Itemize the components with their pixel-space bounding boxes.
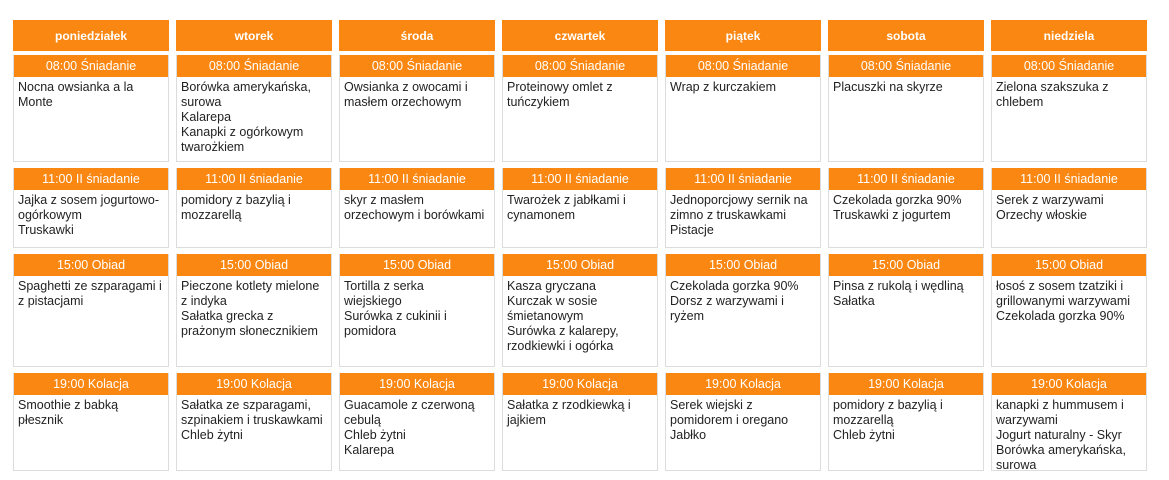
day-column <box>13 20 169 471</box>
dish-line: Sałatka grecka z <box>181 309 274 323</box>
dish-line: twarożkiem <box>181 140 245 154</box>
meal-plan-grid <box>13 20 1147 471</box>
dish-line: grillowanymi warzywami <box>996 294 1131 308</box>
dish-line: szpinakiem i truskawkami <box>181 413 323 427</box>
meal-content <box>829 190 983 247</box>
meal-content <box>503 190 657 247</box>
dish-line: Borówka amerykańska, <box>996 443 1126 457</box>
dish-line: pomidorem i oregano <box>670 413 789 427</box>
meal-block-second-breakfast <box>13 168 169 248</box>
dish-line: Chleb żytni <box>344 428 406 442</box>
meal-time-label: 08:00 Śniadanie <box>503 55 657 77</box>
dish-line: orzechowym i borówkami <box>344 208 485 222</box>
dish-line: Sałatka z rzodkiewką i <box>507 398 631 412</box>
dish-line: prażonym słonecznikiem <box>181 324 318 338</box>
meal-time-label: 11:00 II śniadanie <box>992 168 1146 190</box>
dish-line: Jednoporcjowy sernik na <box>670 193 808 207</box>
dish-line: rzodkiewki i ogórka <box>507 339 614 353</box>
meal-time-label: 19:00 Kolacja <box>829 373 983 395</box>
meal-content <box>829 77 983 161</box>
meal-block-breakfast <box>828 55 984 162</box>
meal-content <box>666 395 820 470</box>
dish-line: ogórkowym <box>18 208 82 222</box>
meal-block-breakfast <box>502 55 658 162</box>
dish-line: Kasza gryczana <box>507 279 596 293</box>
dish-line: Proteinowy omlet z <box>507 80 613 94</box>
meal-block-lunch <box>176 254 332 367</box>
meal-content <box>829 276 983 366</box>
dish-line: Pistacje <box>670 223 714 237</box>
meal-block-second-breakfast <box>502 168 658 248</box>
dish-line: pomidory z bazylią i <box>833 398 943 412</box>
meal-block-dinner <box>13 373 169 471</box>
dish-line: ryżem <box>670 309 705 323</box>
dish-line: cynamonem <box>507 208 576 222</box>
dish-line: Nocna owsianka a la <box>18 80 134 94</box>
meal-content <box>992 190 1146 247</box>
dish-line: Placuszki na skyrze <box>833 80 943 94</box>
dish-line: pomidory z bazylią i <box>181 193 291 207</box>
meal-block-dinner <box>339 373 495 471</box>
dish-line: pomidora <box>344 324 397 338</box>
day-column <box>665 20 821 471</box>
dish-line: Serek z warzywami <box>996 193 1104 207</box>
meal-block-breakfast <box>991 55 1147 162</box>
day-header: czwartek <box>502 20 658 51</box>
dish-line: Sałatka <box>833 294 875 308</box>
meal-content <box>14 395 168 470</box>
meal-content <box>177 77 331 161</box>
meal-content <box>14 276 168 366</box>
dish-line: Tortilla z serka <box>344 279 424 293</box>
meal-content <box>340 190 494 247</box>
dish-line: mozzarellą <box>181 208 242 222</box>
dish-line: z indyka <box>181 294 227 308</box>
meal-time-label: 19:00 Kolacja <box>503 373 657 395</box>
meal-content <box>992 77 1146 161</box>
dish-line: kanapki z hummusem i <box>996 398 1124 412</box>
day-header: niedziela <box>991 20 1147 51</box>
meal-block-lunch <box>13 254 169 367</box>
meal-content <box>992 276 1146 366</box>
dish-line: masłem orzechowym <box>344 95 462 109</box>
meal-content <box>829 395 983 470</box>
meal-block-second-breakfast <box>665 168 821 248</box>
day-column <box>991 20 1147 471</box>
meal-time-label: 19:00 Kolacja <box>14 373 168 395</box>
day-column <box>502 20 658 471</box>
meal-time-label: 11:00 II śniadanie <box>829 168 983 190</box>
meal-time-label: 08:00 Śniadanie <box>14 55 168 77</box>
meal-time-label: 15:00 Obiad <box>177 254 331 276</box>
dish-line: Czekolada gorzka 90% <box>996 309 1125 323</box>
dish-line: Surówka z kalarepy, <box>507 324 619 338</box>
meal-time-label: 11:00 II śniadanie <box>14 168 168 190</box>
dish-line: Owsianka z owocami i <box>344 80 468 94</box>
dish-line: Jogurt naturalny - Skyr <box>996 428 1122 442</box>
day-header: wtorek <box>176 20 332 51</box>
dish-line: Guacamole z czerwoną <box>344 398 475 412</box>
dish-line: Kalarepa <box>344 443 395 457</box>
meal-block-dinner <box>502 373 658 471</box>
meal-content <box>503 77 657 161</box>
dish-line: Wrap z kurczakiem <box>670 80 777 94</box>
dish-line: Spaghetti ze szparagami i <box>18 279 162 293</box>
meal-content <box>666 77 820 161</box>
dish-line: Jabłko <box>670 428 707 442</box>
dish-line: śmietanowym <box>507 309 584 323</box>
day-header: środa <box>339 20 495 51</box>
meal-block-breakfast <box>665 55 821 162</box>
dish-line: Kurczak w sosie <box>507 294 598 308</box>
meal-content <box>503 276 657 366</box>
dish-line: tuńczykiem <box>507 95 570 109</box>
meal-content <box>340 395 494 470</box>
meal-block-breakfast <box>176 55 332 162</box>
meal-content <box>177 190 331 247</box>
meal-block-second-breakfast <box>339 168 495 248</box>
dish-line: Pieczone kotlety mielone <box>181 279 320 293</box>
meal-time-label: 08:00 Śniadanie <box>829 55 983 77</box>
dish-line: jajkiem <box>507 413 546 427</box>
dish-line: Jajka z sosem jogurtowo- <box>18 193 160 207</box>
meal-content <box>14 77 168 161</box>
meal-content <box>177 276 331 366</box>
meal-time-label: 15:00 Obiad <box>829 254 983 276</box>
meal-block-lunch <box>665 254 821 367</box>
dish-line: Truskawki z jogurtem <box>833 208 951 222</box>
dish-line: wiejskiego <box>344 294 402 308</box>
dish-line: Sałatka ze szparagami, <box>181 398 311 412</box>
dish-line: surowa <box>181 95 222 109</box>
dish-line: Orzechy włoskie <box>996 208 1087 222</box>
meal-time-label: 11:00 II śniadanie <box>177 168 331 190</box>
dish-line: warzywami <box>996 413 1058 427</box>
day-header: poniedziałek <box>13 20 169 51</box>
meal-content <box>503 395 657 470</box>
meal-time-label: 08:00 Śniadanie <box>177 55 331 77</box>
meal-block-dinner <box>991 373 1147 471</box>
meal-time-label: 15:00 Obiad <box>503 254 657 276</box>
meal-time-label: 15:00 Obiad <box>992 254 1146 276</box>
meal-block-second-breakfast <box>828 168 984 248</box>
meal-block-lunch <box>828 254 984 367</box>
meal-time-label: 11:00 II śniadanie <box>503 168 657 190</box>
meal-time-label: 19:00 Kolacja <box>340 373 494 395</box>
dish-line: Truskawki <box>18 223 74 237</box>
meal-content <box>14 190 168 247</box>
dish-line: Chleb żytni <box>833 428 895 442</box>
meal-time-label: 19:00 Kolacja <box>992 373 1146 395</box>
meal-block-lunch <box>339 254 495 367</box>
meal-block-breakfast <box>339 55 495 162</box>
dish-line: surowa <box>996 458 1037 472</box>
meal-time-label: 15:00 Obiad <box>340 254 494 276</box>
dish-line: Kanapki z ogórkowym <box>181 125 304 139</box>
dish-line: łosoś z sosem tzatziki i <box>996 279 1124 293</box>
dish-line: cebulą <box>344 413 381 427</box>
dish-line: Kalarepa <box>181 110 232 124</box>
meal-time-label: 19:00 Kolacja <box>666 373 820 395</box>
dish-line: Czekolada gorzka 90% <box>833 193 962 207</box>
meal-block-dinner <box>665 373 821 471</box>
meal-content <box>340 276 494 366</box>
day-header: piątek <box>665 20 821 51</box>
meal-time-label: 15:00 Obiad <box>14 254 168 276</box>
meal-content <box>177 395 331 470</box>
dish-line: Dorsz z warzywami i <box>670 294 784 308</box>
dish-line: zimno z truskawkami <box>670 208 786 222</box>
meal-time-label: 11:00 II śniadanie <box>340 168 494 190</box>
dish-line: Serek wiejski z <box>670 398 753 412</box>
meal-time-label: 08:00 Śniadanie <box>992 55 1146 77</box>
dish-line: Twarożek z jabłkami i <box>507 193 626 207</box>
dish-line: z pistacjami <box>18 294 84 308</box>
dish-line: chlebem <box>996 95 1044 109</box>
meal-block-breakfast <box>13 55 169 162</box>
meal-time-label: 19:00 Kolacja <box>177 373 331 395</box>
meal-block-lunch <box>991 254 1147 367</box>
dish-line: Pinsa z rukolą i wędliną <box>833 279 964 293</box>
dish-line: Smoothie z babką <box>18 398 119 412</box>
dish-line: Czekolada gorzka 90% <box>670 279 799 293</box>
day-column <box>828 20 984 471</box>
meal-time-label: 08:00 Śniadanie <box>340 55 494 77</box>
day-header: sobota <box>828 20 984 51</box>
meal-block-dinner <box>176 373 332 471</box>
dish-line: Borówka amerykańska, <box>181 80 311 94</box>
meal-content <box>340 77 494 161</box>
meal-block-second-breakfast <box>991 168 1147 248</box>
meal-block-lunch <box>502 254 658 367</box>
meal-content <box>666 190 820 247</box>
meal-block-dinner <box>828 373 984 471</box>
day-column <box>339 20 495 471</box>
meal-time-label: 15:00 Obiad <box>666 254 820 276</box>
meal-block-second-breakfast <box>176 168 332 248</box>
dish-line: płesznik <box>18 413 64 427</box>
dish-line: Surówka z cukinii i <box>344 309 447 323</box>
day-column <box>176 20 332 471</box>
dish-line: Chleb żytni <box>181 428 243 442</box>
dish-line: skyr z masłem <box>344 193 424 207</box>
meal-content <box>992 395 1146 470</box>
meal-time-label: 08:00 Śniadanie <box>666 55 820 77</box>
dish-line: mozzarellą <box>833 413 894 427</box>
dish-line: Zielona szakszuka z <box>996 80 1109 94</box>
dish-line: Monte <box>18 95 53 109</box>
meal-time-label: 11:00 II śniadanie <box>666 168 820 190</box>
meal-content <box>666 276 820 366</box>
